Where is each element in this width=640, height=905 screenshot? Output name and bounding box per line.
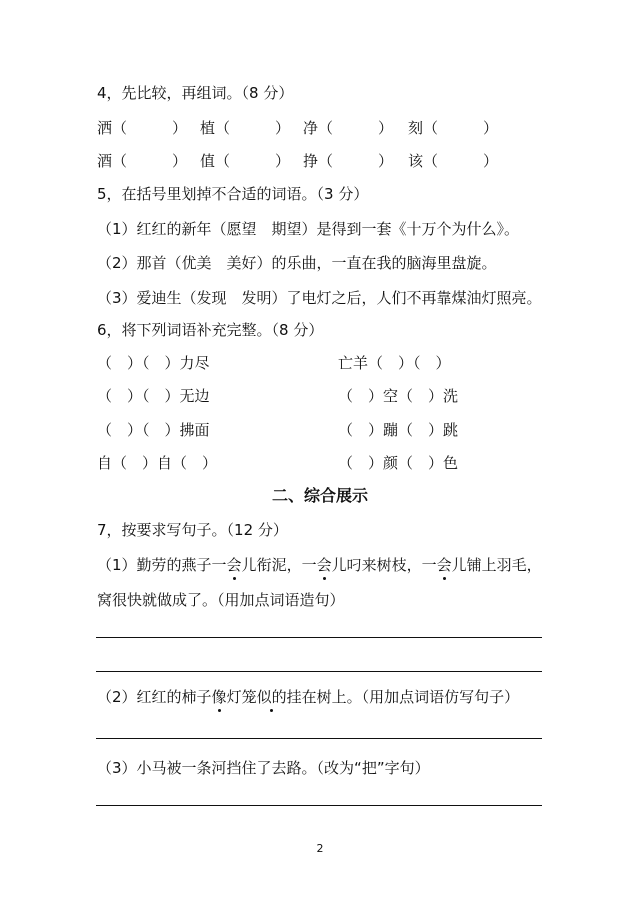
q7-title: 7，按要求写句子。（12 分） <box>97 521 288 539</box>
q7-sentence-1 <box>97 555 542 575</box>
q4-row-1 <box>97 118 600 138</box>
q6-left-item: （ ）（ ）力尽 <box>97 354 210 372</box>
page-number: 2 <box>316 842 324 855</box>
q5-title: 5，在括号里划掉不合适的词语。（3 分） <box>97 185 369 203</box>
sentence-text: （1）勤劳的燕子 <box>97 556 212 574</box>
dotted-word: 一会儿 <box>301 556 347 574</box>
q6-right-item: （ ）蹦（ ）跳 <box>338 421 459 439</box>
q4-cell: 植（ ） <box>200 119 291 137</box>
q4-cell: 值（ ） <box>200 152 291 170</box>
sentence-text: 灯笼 <box>226 688 257 706</box>
q7-sentence-3: （3）小马被一条河挡住了去路。（改为“把”字句） <box>97 759 430 777</box>
q4-cell: 洒（ ） <box>97 119 188 137</box>
q6-left-item: （ ）（ ）拂面 <box>97 421 210 439</box>
q5-item: （2）那首（优美 美好）的乐曲，一直在我的脑海里盘旋。 <box>97 254 497 272</box>
q4-cell: 该（ ） <box>408 152 499 170</box>
q7-sentence-1-cont: 窝很快就做成了。（用加点词语造句） <box>97 591 345 609</box>
q4-cell: 酒（ ） <box>97 152 188 170</box>
q4-cell: 挣（ ） <box>303 152 394 170</box>
dotted-word: 一会儿 <box>421 556 467 574</box>
q4-cell: 刻（ ） <box>408 119 499 137</box>
section-title: 二、综合展示 <box>271 486 368 505</box>
q7-sentence-2 <box>97 687 519 707</box>
q4-cell: 净（ ） <box>303 119 394 137</box>
q5-item: （3）爱迪生（发现 发明）了电灯之后，人们不再靠煤油灯照亮。 <box>97 289 542 307</box>
sentence-text: 衔泥， <box>256 556 302 574</box>
q4-title: 4，先比较，再组词。（8 分） <box>97 84 294 102</box>
q6-right-item: 亡羊（ ）（ ） <box>338 354 451 372</box>
q4-row-2 <box>97 151 600 171</box>
dotted-word: 一会儿 <box>211 556 257 574</box>
answer-line[interactable] <box>96 738 542 739</box>
q6-right-item: （ ）空（ ）洗 <box>338 387 459 405</box>
dotted-word: 像 <box>211 688 227 706</box>
q6-title: 6，将下列词语补充完整。（8 分） <box>97 321 324 339</box>
sentence-text: 叼来树枝， <box>346 556 422 574</box>
sentence-text: （2）红红的柿子 <box>97 688 212 706</box>
answer-line[interactable] <box>96 805 542 806</box>
answer-line[interactable] <box>96 637 542 638</box>
sentence-text: 铺上羽毛， <box>466 556 542 574</box>
q6-right-item: （ ）颜（ ）色 <box>338 454 459 472</box>
q5-item: （1）红红的新年（愿望 期望）是得到一套《十万个为什么》。 <box>97 220 520 238</box>
q6-left-item: 自（ ）自（ ） <box>97 454 218 472</box>
answer-line[interactable] <box>96 671 542 672</box>
sentence-text: 挂在树上。（用加点词语仿写句子） <box>286 688 520 706</box>
q6-left-item: （ ）（ ）无边 <box>97 387 210 405</box>
dotted-word: 似的 <box>256 688 287 706</box>
